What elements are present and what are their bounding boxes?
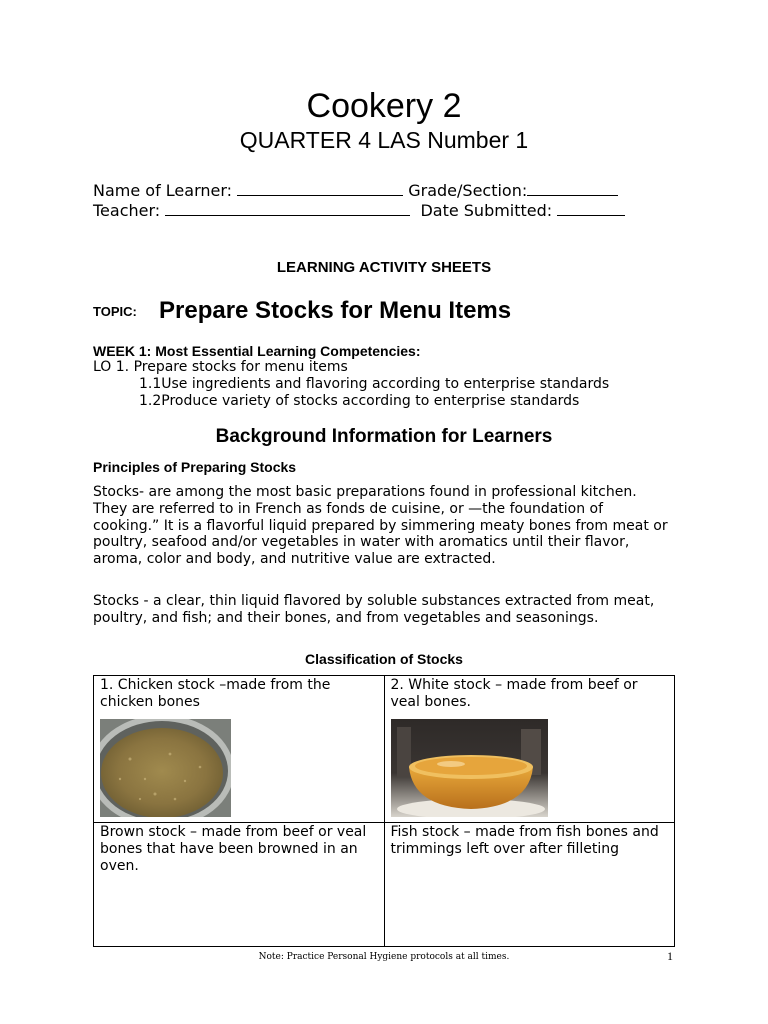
competency-item: 1.2Produce variety of stocks according to enterprise standards (139, 393, 580, 409)
table-cell-chicken-stock (94, 676, 385, 823)
table-cell-fish-stock (384, 823, 675, 947)
las-heading: LEARNING ACTIVITY SHEETS (276, 259, 492, 276)
white-stock-photo (391, 719, 548, 817)
date-label: Date Submitted: (420, 201, 553, 220)
principles-heading: Principles of Preparing Stocks (93, 459, 297, 475)
teacher-blank[interactable] (165, 201, 410, 216)
classification-table (93, 675, 675, 947)
footer-note: Note: Practice Personal Hygiene protocols at all times. (258, 952, 510, 962)
date-blank[interactable] (557, 201, 625, 216)
learning-outcome: LO 1. Prepare stocks for menu items (93, 359, 348, 375)
cell-text: Fish stock – made from fish bones and trimmings left over after filleting (390, 824, 659, 857)
table-row (94, 676, 675, 823)
grade-blank[interactable] (527, 181, 618, 196)
document-title: Cookery 2 (306, 87, 462, 125)
teacher-label: Teacher: (93, 201, 161, 220)
table-row (94, 823, 675, 947)
grade-label: Grade/Section: (408, 181, 528, 200)
table-cell-white-stock (384, 676, 675, 823)
stocks-description-paragraph: Stocks - a clear, thin liquid flavored by soluble substances extracted from meat, poultry, and fish; and their bones, and from vegetables and seasonings. (93, 593, 655, 626)
week-heading: WEEK 1: Most Essential Learning Competencies: (93, 343, 421, 359)
cell-text: 2. White stock – made from beef or veal bones. (390, 677, 638, 710)
competency-item: 1.1Use ingredients and flavoring according to enterprise standards (139, 376, 610, 392)
topic-title: Prepare Stocks for Menu Items (159, 297, 512, 324)
background-heading: Background Information for Learners (215, 426, 553, 447)
table-cell-brown-stock (94, 823, 385, 947)
cell-text: 1. Chicken stock –made from the chicken bones (100, 677, 331, 710)
learner-info-row (93, 181, 663, 201)
chicken-stock-photo (100, 719, 231, 817)
cell-text: Brown stock – made from beef or veal bones that have been browned in an oven. (100, 824, 367, 874)
name-label: Name of Learner: (93, 181, 233, 200)
topic-label: TOPIC: (93, 304, 137, 319)
page-number: 1 (667, 949, 673, 963)
name-blank[interactable] (237, 181, 403, 196)
document-subtitle: QUARTER 4 LAS Number 1 (239, 127, 529, 153)
teacher-info-row (93, 201, 663, 221)
classification-heading: Classification of Stocks (305, 651, 463, 667)
stocks-definition-paragraph: Stocks- are among the most basic preparations found in professional kitchen. They are referred to in French as fonds de cuisine, or —the foundation of cooking.” It is a flavorful liquid prepared by simmering meaty bones from meat or poultry, seafood and/or vegetables in water with aromatics until their flavor, aroma, color and body, and nutritive value are extracted. (93, 484, 668, 568)
